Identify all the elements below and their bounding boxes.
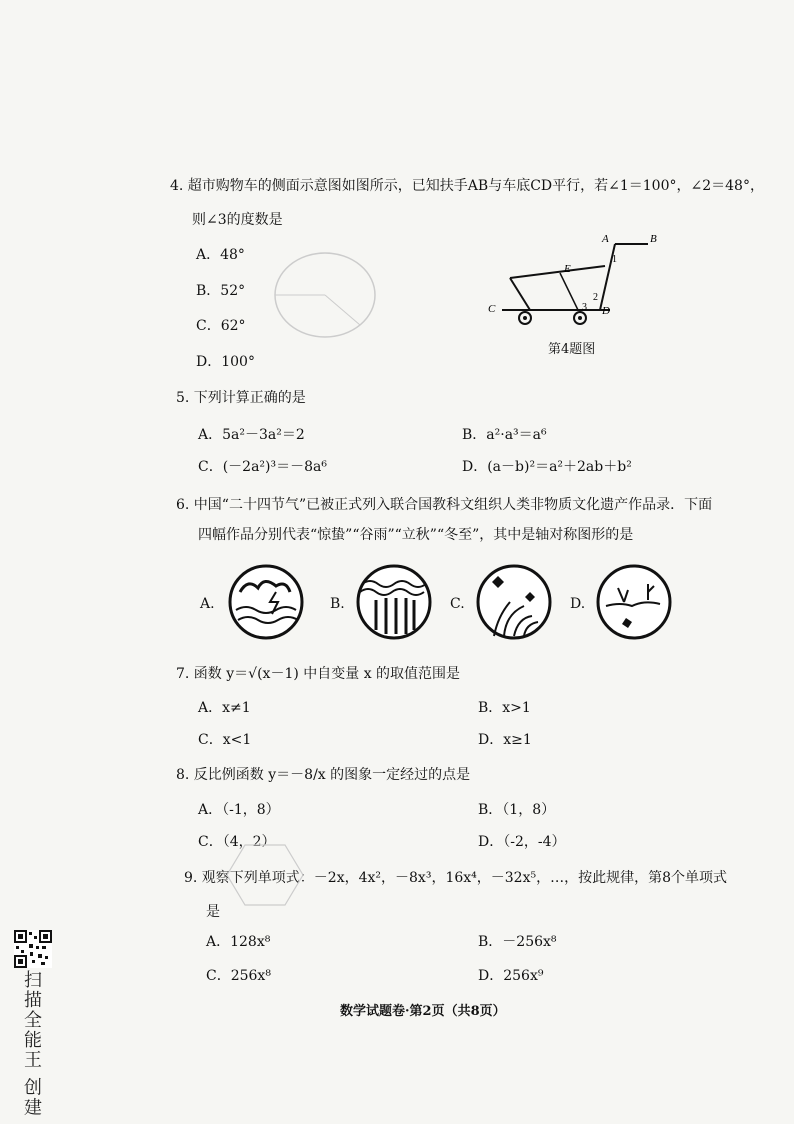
q6-option-c-label: C. xyxy=(450,596,465,612)
q5-option-a: A．5a²－3a²＝2 xyxy=(198,427,305,443)
q9-option-d: D．256x⁹ xyxy=(478,968,544,984)
q7-stem: 7. 函数 y＝√(x－1) 中自变量 x 的取值范围是 xyxy=(176,666,461,682)
q7-option-a: A．x≠1 xyxy=(198,700,251,716)
jingzhe-image xyxy=(226,562,306,642)
q4-figure-caption: 第4题图 xyxy=(548,342,596,357)
q5-stem: 5. 下列计算正确的是 xyxy=(176,390,306,406)
bleed-through-hexagon xyxy=(225,840,305,910)
qr-code-icon xyxy=(14,930,52,968)
q5-option-d: D．(a－b)²＝a²＋2ab＋b² xyxy=(462,459,632,475)
q7-option-b: B．x>1 xyxy=(478,700,531,716)
q4-option-c: C．62° xyxy=(196,318,246,334)
q8-stem: 8. 反比例函数 y＝－8/x 的图象一定经过的点是 xyxy=(176,767,471,783)
q4-label-b: B xyxy=(650,233,657,245)
q9-option-b: B．－256x⁸ xyxy=(478,934,557,950)
q7-option-c: C．x<1 xyxy=(198,732,252,748)
q4-angle-2: 2 xyxy=(593,292,598,303)
q5-option-b: B．a²·a³＝a⁶ xyxy=(462,427,547,443)
q8-option-b: B．（1，8） xyxy=(478,802,556,818)
q9-stem-cont: 是 xyxy=(206,904,220,920)
scanner-watermark: 扫描全能王 创建 xyxy=(21,970,42,1118)
bleed-through-pie xyxy=(270,250,380,340)
q6-stem-cont: 四幅作品分别代表“惊蛰”“谷雨”“立秋”“冬至”，其中是轴对称图形的是 xyxy=(198,527,634,543)
q4-option-b: B．52° xyxy=(196,283,246,299)
q8-option-c: C．（4，2） xyxy=(198,834,276,850)
guyu-image xyxy=(354,562,434,642)
q4-cart-figure xyxy=(480,228,690,328)
q6-stem: 6. 中国“二十四节气”已被正式列入联合国教科文组织人类非物质文化遗产作品录．下面 xyxy=(176,497,713,513)
q9-option-a: A．128x⁸ xyxy=(206,934,271,950)
q6-option-d-label: D. xyxy=(570,596,586,612)
q4-label-c: C xyxy=(488,303,496,315)
q6-option-a-label: A. xyxy=(200,596,215,612)
q9-stem: 9. 观察下列单项式：－2x，4x²，－8x³，16x⁴，－32x⁵，…，按此规律，第8个单项式 xyxy=(184,870,727,886)
q4-stem: 4. 超市购物车的侧面示意图如图所示，已知扶手AB与车底CD平行，若∠1＝100°，∠2＝48°， xyxy=(170,178,764,194)
q4-label-d: D xyxy=(602,305,610,317)
q7-option-d: D．x≥1 xyxy=(478,732,532,748)
q4-label-e: E xyxy=(564,263,571,275)
q4-label-a: A xyxy=(602,233,609,245)
dongzhi-image xyxy=(594,562,674,642)
q5-option-c: C．(－2a²)³＝－8a⁶ xyxy=(198,459,327,475)
q9-option-c: C．256x⁸ xyxy=(206,968,271,984)
q4-angle-1: 1 xyxy=(612,254,617,265)
q4-stem-cont: 则∠3的度数是 xyxy=(192,212,283,228)
liqiu-image xyxy=(474,562,554,642)
q4-angle-3: 3 xyxy=(582,302,587,313)
q4-option-a: A．48° xyxy=(196,247,245,263)
q6-option-b-label: B. xyxy=(330,596,345,612)
q8-option-a: A．（-1，8） xyxy=(198,802,280,818)
page-footer: 数学试题卷·第2页（共8页） xyxy=(340,1004,506,1019)
q8-option-d: D．（-2，-4） xyxy=(478,834,566,850)
q4-option-d: D．100° xyxy=(196,354,255,370)
